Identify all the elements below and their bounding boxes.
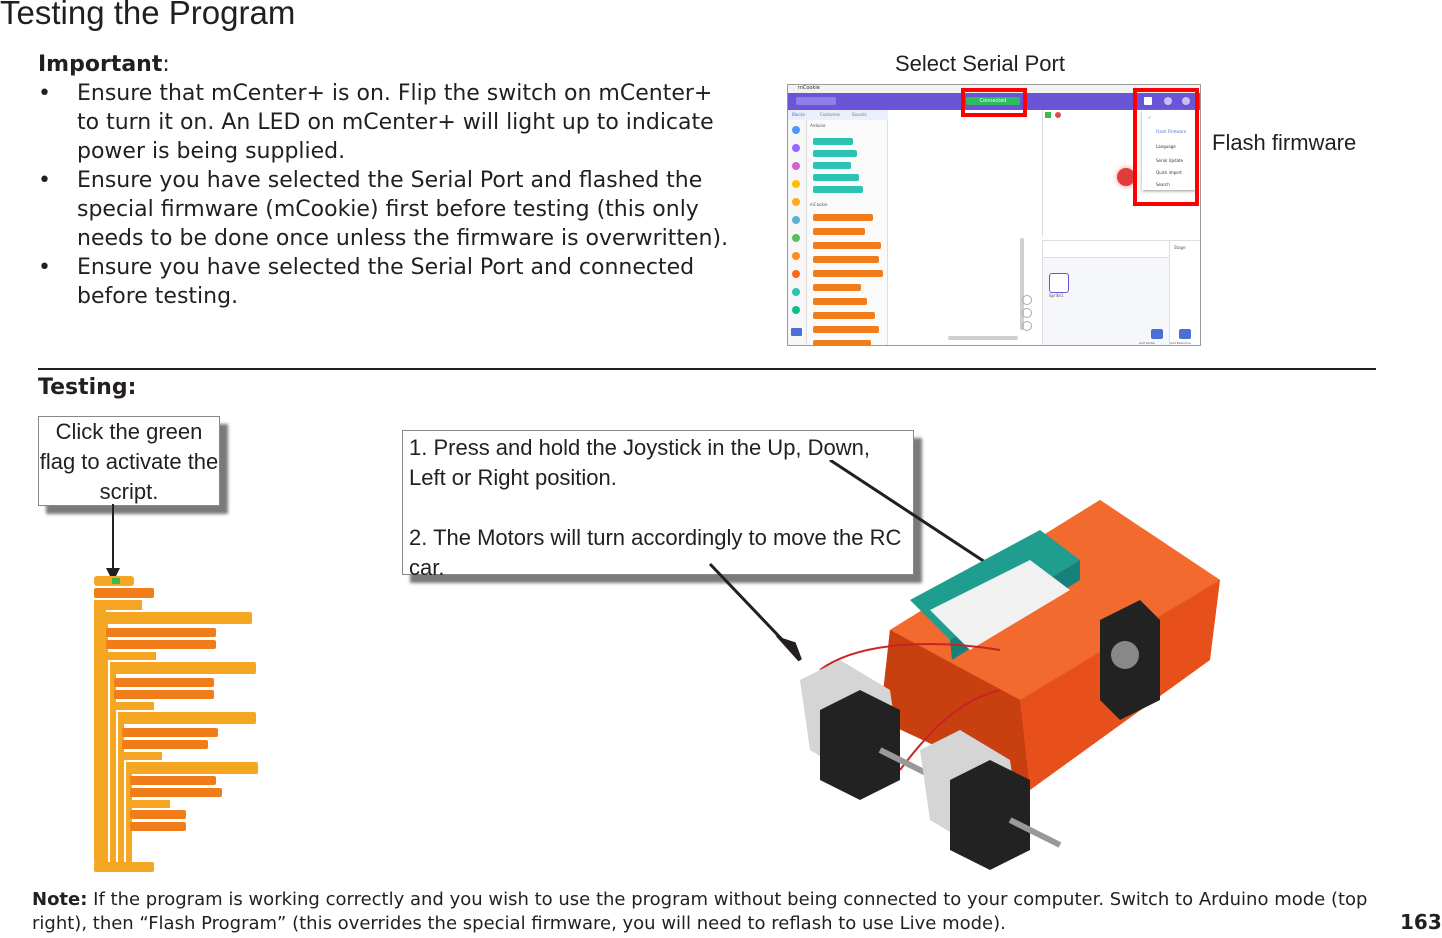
- palette-block[interactable]: [813, 228, 865, 235]
- note: [32, 888, 1372, 936]
- palette-header-arduino: Arduino: [810, 123, 826, 128]
- callout-green-flag: [38, 416, 220, 506]
- arrow-to-script: [100, 504, 126, 582]
- list-item: [38, 166, 738, 253]
- important-section: [38, 50, 738, 311]
- palette-block[interactable]: [813, 340, 871, 346]
- add-sprite-icon[interactable]: [1151, 329, 1163, 339]
- zoom-reset-icon[interactable]: [1022, 321, 1032, 331]
- motor-block: [106, 640, 216, 649]
- green-flag-icon[interactable]: [1045, 112, 1051, 118]
- palette-block[interactable]: [813, 256, 879, 263]
- ide-tabs: [788, 110, 888, 120]
- menu-item-quick-import[interactable]: Quick import: [1156, 170, 1182, 175]
- extension-icon[interactable]: [791, 328, 802, 336]
- if-block: [110, 662, 256, 674]
- connected-button[interactable]: Connected: [966, 97, 1020, 105]
- select-serial-port-label: Select Serial Port: [895, 51, 1065, 76]
- category-dot[interactable]: [792, 216, 800, 224]
- sprite-info-bar: [1043, 241, 1169, 258]
- bullet: •: [38, 168, 51, 193]
- note-label: Note:: [32, 889, 88, 910]
- stage-pane: [1169, 240, 1201, 346]
- if-block: [126, 762, 258, 774]
- list-item-text: Ensure that mCenter+ is on. Flip the switch on mCenter+ to turn it on. An LED on mCenter+ will light up to indicate power is being supplied.: [77, 81, 714, 164]
- motor-block: [114, 678, 214, 687]
- sprite-thumbnail[interactable]: [1049, 273, 1069, 293]
- category-rail: [788, 120, 807, 345]
- flash-firmware-label: Flash firmware: [1212, 130, 1357, 155]
- tab-costumes[interactable]: Costumes: [820, 112, 840, 117]
- set-variable-block: [94, 588, 154, 598]
- motor-stop-block: [130, 810, 186, 819]
- step-1-text: 1. Press and hold the Joystick in the Up, Down, Left or Right position.: [409, 435, 871, 490]
- palette-header-mcookie: mCookie: [810, 202, 828, 207]
- if-block: [102, 612, 252, 624]
- stage-label: Stage: [1174, 245, 1186, 250]
- important-colon: :: [162, 52, 170, 77]
- add-backdrop-icon[interactable]: [1179, 329, 1191, 339]
- note-text: If the program is working correctly and you wish to use the program without being connected to your computer. Switch to Arduino mode (top right), then “Flash Program” (this overrides the special firmware, you will need to reflash to use Live mode).: [32, 889, 1368, 934]
- palette-block[interactable]: [813, 162, 851, 169]
- list-item: [38, 253, 738, 311]
- palette-block[interactable]: [813, 174, 859, 181]
- sprite-pane: [1042, 240, 1170, 346]
- code-area[interactable]: [888, 110, 1041, 345]
- palette-block[interactable]: [813, 138, 853, 145]
- scrollbar-horizontal[interactable]: [948, 336, 1018, 340]
- category-dot[interactable]: [792, 144, 800, 152]
- add-backdrop-label: Add Backdrop: [1170, 341, 1191, 345]
- zoom-in-icon[interactable]: [1022, 295, 1032, 305]
- motor-block: [122, 728, 218, 737]
- rc-car-illustration: [780, 490, 1230, 870]
- category-dot[interactable]: [792, 252, 800, 260]
- important-heading: Important: [38, 52, 163, 77]
- palette-block[interactable]: [813, 284, 861, 291]
- bullet: •: [38, 255, 51, 280]
- serial-port-highlight-box: [961, 88, 1027, 117]
- motor-block: [114, 690, 214, 699]
- callout-green-flag-text: Click the green flag to activate the script.: [39, 419, 219, 504]
- script-blocks: [92, 576, 262, 880]
- tab-blocks[interactable]: Blocks: [792, 112, 805, 117]
- lego-brick: [820, 690, 900, 800]
- page-number: 163: [1400, 910, 1442, 934]
- category-dot[interactable]: [792, 126, 800, 134]
- motor-block: [106, 628, 216, 637]
- important-list: [38, 79, 738, 311]
- joystick-knob: [1111, 641, 1139, 669]
- menu-item-search[interactable]: Search: [1156, 182, 1170, 187]
- step-2-text: 2. The Motors will turn accordingly to move the RC car.: [409, 525, 902, 580]
- motor-block: [130, 788, 222, 797]
- add-sprite-label: Add Sprite: [1139, 341, 1155, 345]
- category-dot[interactable]: [792, 198, 800, 206]
- menu-item-flash-firmware[interactable]: Flash Firmware: [1156, 129, 1187, 134]
- list-item-text: Ensure you have selected the Serial Port and connected before testing.: [77, 255, 695, 309]
- ide-window-title: mCookie: [798, 85, 820, 91]
- palette-block[interactable]: [813, 326, 879, 333]
- motor-block: [122, 740, 208, 749]
- category-dot[interactable]: [792, 180, 800, 188]
- toolbar-icons: [796, 97, 836, 105]
- motor-stop-block: [130, 822, 186, 831]
- bullet: •: [38, 81, 51, 106]
- palette-block[interactable]: [813, 242, 881, 249]
- block-palette: [807, 120, 888, 345]
- palette-block[interactable]: [813, 312, 875, 319]
- tab-sounds[interactable]: Sounds: [852, 112, 867, 117]
- section-divider: [38, 368, 1376, 370]
- category-dot[interactable]: [792, 306, 800, 314]
- list-item: [38, 79, 738, 166]
- else-block: [106, 652, 156, 660]
- category-dot[interactable]: [792, 234, 800, 242]
- menu-item-language[interactable]: Language: [1156, 144, 1176, 149]
- menu-item-serial-update[interactable]: Serial Update: [1156, 158, 1184, 163]
- palette-block[interactable]: [813, 150, 857, 157]
- palette-block[interactable]: [813, 214, 873, 221]
- category-dot[interactable]: [792, 162, 800, 170]
- testing-heading: Testing:: [38, 375, 137, 400]
- zoom-out-icon[interactable]: [1022, 308, 1032, 318]
- palette-block[interactable]: [813, 298, 867, 305]
- else-block: [130, 800, 170, 808]
- stop-icon[interactable]: [1055, 112, 1061, 118]
- list-item-text: Ensure you have selected the Serial Port and flashed the special firmware (mCookie) first before testing (this only needs to be done once unless the firmware is overwritten).: [77, 168, 729, 251]
- flash-firmware-highlight-box: [1133, 88, 1199, 206]
- lego-brick: [950, 760, 1030, 870]
- else-block: [122, 752, 162, 760]
- sprite-label: Sprite1: [1049, 293, 1064, 298]
- menu-item[interactable]: ✓: [1148, 115, 1152, 120]
- if-block: [118, 712, 256, 724]
- palette-block[interactable]: [813, 270, 883, 277]
- category-dot[interactable]: [792, 288, 800, 296]
- else-block: [114, 702, 154, 710]
- category-dot[interactable]: [792, 270, 800, 278]
- green-flag-icon: [112, 578, 120, 584]
- page-title: Testing the Program: [0, 0, 296, 31]
- palette-block[interactable]: [813, 186, 863, 193]
- motor-block: [130, 776, 216, 785]
- wait-block: [94, 862, 154, 872]
